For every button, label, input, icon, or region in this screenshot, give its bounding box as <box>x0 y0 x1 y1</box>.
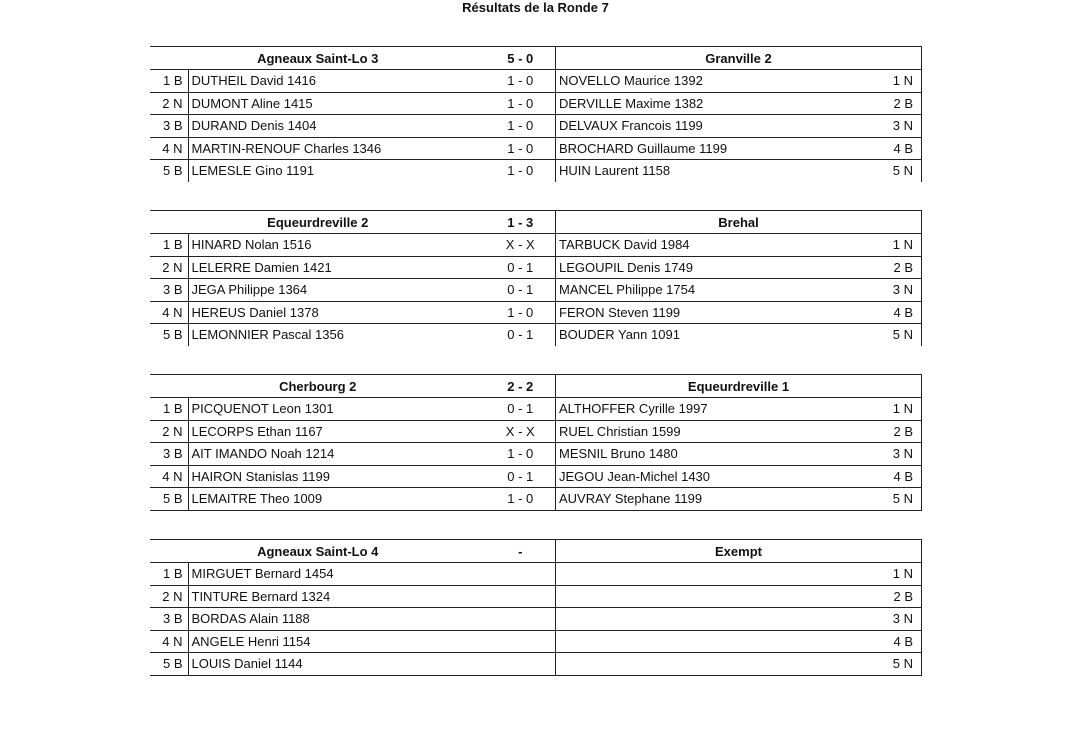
away-player: DELVAUX Francois 1199 <box>556 115 876 138</box>
home-board-color: 2 N <box>150 92 188 115</box>
home-board-color: 2 N <box>150 585 188 608</box>
home-board-color: 1 B <box>150 70 188 93</box>
home-player: AIT IMANDO Noah 1214 <box>188 443 486 466</box>
home-player: TINTURE Bernard 1324 <box>188 585 486 608</box>
home-board-color: 1 B <box>150 398 188 421</box>
board-result: 1 - 0 <box>486 160 556 182</box>
board-row <box>150 398 922 421</box>
away-board-color: 3 N <box>876 608 922 631</box>
match-table <box>150 374 922 511</box>
away-board-color: 5 N <box>876 488 922 511</box>
board-row <box>150 324 922 346</box>
home-player: LEMAITRE Theo 1009 <box>188 488 486 511</box>
board-row <box>150 301 922 324</box>
board-result: 0 - 1 <box>486 256 556 279</box>
home-player: LECORPS Ethan 1167 <box>188 420 486 443</box>
home-player: HINARD Nolan 1516 <box>188 234 486 257</box>
away-player <box>556 630 876 653</box>
match-score: - <box>486 540 556 563</box>
away-board-color: 2 B <box>876 92 922 115</box>
home-player: DUMONT Aline 1415 <box>188 92 486 115</box>
home-player: DUTHEIL David 1416 <box>188 70 486 93</box>
away-board-color: 3 N <box>876 115 922 138</box>
away-board-color: 3 N <box>876 443 922 466</box>
home-board-color: 1 B <box>150 234 188 257</box>
away-player: JEGOU Jean-Michel 1430 <box>556 465 876 488</box>
home-player: HEREUS Daniel 1378 <box>188 301 486 324</box>
away-player: RUEL Christian 1599 <box>556 420 876 443</box>
home-team: Agneaux Saint-Lo 3 <box>150 47 486 70</box>
away-player: TARBUCK David 1984 <box>556 234 876 257</box>
home-player: LEMESLE Gino 1191 <box>188 160 486 182</box>
away-board-color: 2 B <box>876 256 922 279</box>
away-board-color: 2 B <box>876 585 922 608</box>
board-result: 0 - 1 <box>486 324 556 346</box>
board-row <box>150 653 922 676</box>
away-board-color: 1 N <box>876 70 922 93</box>
board-result <box>486 630 556 653</box>
home-board-color: 5 B <box>150 653 188 676</box>
home-player: JEGA Philippe 1364 <box>188 279 486 302</box>
match-header <box>150 211 922 234</box>
away-board-color: 4 B <box>876 301 922 324</box>
board-row <box>150 115 922 138</box>
home-board-color: 4 N <box>150 137 188 160</box>
board-row <box>150 630 922 653</box>
away-player <box>556 653 876 676</box>
home-team: Agneaux Saint-Lo 4 <box>150 540 486 563</box>
match-header <box>150 540 922 563</box>
away-team: Brehal <box>556 211 922 234</box>
board-result: X - X <box>486 234 556 257</box>
home-board-color: 3 B <box>150 608 188 631</box>
away-board-color: 4 B <box>876 465 922 488</box>
board-result <box>486 585 556 608</box>
away-board-color: 2 B <box>876 420 922 443</box>
home-player: LEMONNIER Pascal 1356 <box>188 324 486 346</box>
board-result: 1 - 0 <box>486 92 556 115</box>
board-row <box>150 137 922 160</box>
match-header <box>150 375 922 398</box>
match-table <box>150 210 922 346</box>
away-player: NOVELLO Maurice 1392 <box>556 70 876 93</box>
away-board-color: 5 N <box>876 653 922 676</box>
board-row <box>150 608 922 631</box>
away-board-color: 3 N <box>876 279 922 302</box>
home-board-color: 3 B <box>150 279 188 302</box>
home-player: MIRGUET Bernard 1454 <box>188 563 486 586</box>
match-header <box>150 47 922 70</box>
away-player: MESNIL Bruno 1480 <box>556 443 876 466</box>
away-board-color: 1 N <box>876 234 922 257</box>
board-result: 0 - 1 <box>486 465 556 488</box>
home-board-color: 3 B <box>150 115 188 138</box>
board-result: 1 - 0 <box>486 70 556 93</box>
board-row <box>150 563 922 586</box>
board-row <box>150 92 922 115</box>
away-board-color: 4 B <box>876 137 922 160</box>
home-player: HAIRON Stanislas 1199 <box>188 465 486 488</box>
match-table <box>150 46 922 182</box>
away-player: MANCEL Philippe 1754 <box>556 279 876 302</box>
board-row <box>150 70 922 93</box>
home-board-color: 4 N <box>150 301 188 324</box>
away-player: BOUDER Yann 1091 <box>556 324 876 346</box>
match-score: 5 - 0 <box>486 47 556 70</box>
away-board-color: 4 B <box>876 630 922 653</box>
home-player: MARTIN-RENOUF Charles 1346 <box>188 137 486 160</box>
away-player: BROCHARD Guillaume 1199 <box>556 137 876 160</box>
home-board-color: 5 B <box>150 488 188 511</box>
home-team: Equeurdreville 2 <box>150 211 486 234</box>
away-player: FERON Steven 1199 <box>556 301 876 324</box>
board-result: 0 - 1 <box>486 398 556 421</box>
home-board-color: 4 N <box>150 465 188 488</box>
board-result: 1 - 0 <box>486 115 556 138</box>
board-row <box>150 160 922 182</box>
board-row <box>150 443 922 466</box>
home-player: ANGELE Henri 1154 <box>188 630 486 653</box>
board-row <box>150 465 922 488</box>
board-row <box>150 488 922 511</box>
board-result <box>486 653 556 676</box>
home-player: LELERRE Damien 1421 <box>188 256 486 279</box>
home-board-color: 2 N <box>150 420 188 443</box>
away-board-color: 5 N <box>876 160 922 182</box>
match-score: 2 - 2 <box>486 375 556 398</box>
match-table <box>150 539 922 676</box>
away-player <box>556 608 876 631</box>
away-player <box>556 563 876 586</box>
board-row <box>150 234 922 257</box>
away-team: Exempt <box>556 540 922 563</box>
board-result <box>486 563 556 586</box>
away-player: ALTHOFFER Cyrille 1997 <box>556 398 876 421</box>
board-result: 1 - 0 <box>486 137 556 160</box>
home-board-color: 2 N <box>150 256 188 279</box>
board-row <box>150 585 922 608</box>
home-board-color: 4 N <box>150 630 188 653</box>
away-player: HUIN Laurent 1158 <box>556 160 876 182</box>
home-player: BORDAS Alain 1188 <box>188 608 486 631</box>
match-score: 1 - 3 <box>486 211 556 234</box>
board-result <box>486 608 556 631</box>
away-player: DERVILLE Maxime 1382 <box>556 92 876 115</box>
home-player: DURAND Denis 1404 <box>188 115 486 138</box>
away-player: LEGOUPIL Denis 1749 <box>556 256 876 279</box>
board-result: X - X <box>486 420 556 443</box>
away-board-color: 1 N <box>876 398 922 421</box>
home-team: Cherbourg 2 <box>150 375 486 398</box>
away-team: Granville 2 <box>556 47 922 70</box>
home-board-color: 3 B <box>150 443 188 466</box>
board-row <box>150 256 922 279</box>
home-player: PICQUENOT Leon 1301 <box>188 398 486 421</box>
away-team: Equeurdreville 1 <box>556 375 922 398</box>
board-result: 0 - 1 <box>486 279 556 302</box>
away-board-color: 5 N <box>876 324 922 346</box>
board-row <box>150 420 922 443</box>
page-title: Résultats de la Ronde 7 <box>462 0 609 15</box>
board-result: 1 - 0 <box>486 488 556 511</box>
away-player <box>556 585 876 608</box>
board-row <box>150 279 922 302</box>
home-board-color: 5 B <box>150 160 188 182</box>
home-board-color: 5 B <box>150 324 188 346</box>
away-board-color: 1 N <box>876 563 922 586</box>
board-result: 1 - 0 <box>486 443 556 466</box>
home-player: LOUIS Daniel 1144 <box>188 653 486 676</box>
home-board-color: 1 B <box>150 563 188 586</box>
board-result: 1 - 0 <box>486 301 556 324</box>
away-player: AUVRAY Stephane 1199 <box>556 488 876 511</box>
